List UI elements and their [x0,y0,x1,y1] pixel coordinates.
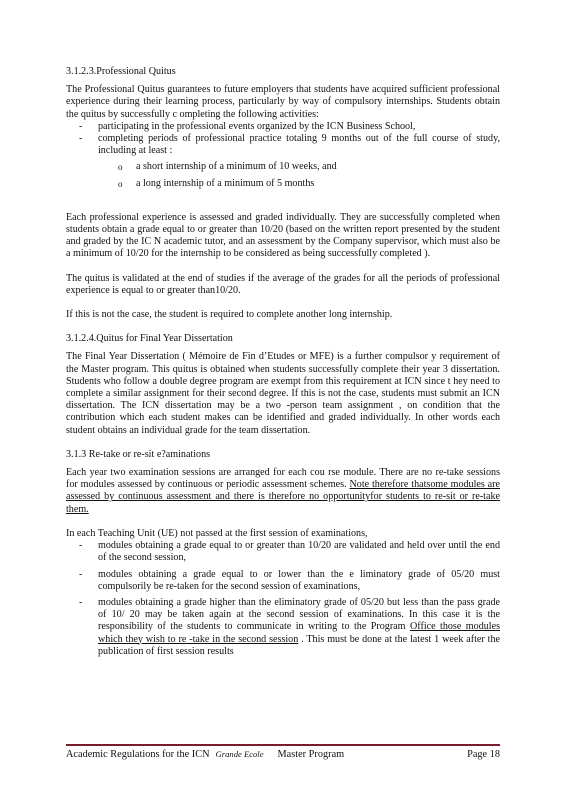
paragraph-teaching-unit: In each Teaching Unit (UE) not passed at the first session of examinations, [66,527,368,539]
list-item: - completing periods of professional practice totaling 9 months out of the full course of study, including at least : [79,133,500,157]
dash-marker: - [79,596,83,608]
page-number: Page 18 [467,749,500,760]
list-item: o a short internship of a minimum of 10 weeks, and [118,161,337,173]
paragraph-exam-sessions: Each year two examination sessions are arranged for each cou rse module. There are no re-take sessions for modules assessed by continuous or periodic assessment schemes. Note therefore thatsome modules are assessed by continuous assessment and there is therefore no opportunityfor students to re-sit or re-take them. [66,467,500,515]
underlined-note: Note therefore thatsome modules are assessed by continuous assessment and there is therefore no opportunityfor students to re-sit or re-take them. [66,479,500,515]
underlined-instruction: Office those modules which they wish to re -take in the second session [98,621,501,645]
circle-bullet-icon: o [118,178,123,189]
paragraph-long-internship: If this is not the case, the student is required to complete another long internship. [66,309,393,321]
activity-list [66,121,500,158]
list-item: - participating in the professional events organized by the ICN Business School, [79,120,416,132]
paragraph-professional-quitus-intro: The Professional Quitus guarantees to future employers that students have acquired sufficient professional experience during their learning process, particularly by way of compulsory internships. Students obtain the quitus by successfully c ompleting the following activities: [66,84,500,120]
list-item: - modules obtaining a grade higher than the eliminatory grade of 05/20 but less than the pass grade of 10/ 20 may be taken again at the second session of examinations. In this case it is the responsibility of the students to communicate in writing to the Program Office those modules which they wish to re -take in the second session . This must be done at the latest 1 week after the publication of first session results [79,596,501,657]
dash-marker: - [79,133,83,145]
paragraph-quitus-validation: The quitus is validated at the end of studies if the average of the grades for all the periods of professional experience is equal to or greater than10/20. [66,272,500,296]
paragraph-assessment: Each professional experience is assessed and graded individually. They are successfully completed when students obtain a grade equal to or greater than 10/20 (based on the written report presented by the student and graded by the IC N academic tutor, and an assessment by the Company supervisor, which must also be a minimum of 10/20 for the internship to be considered as being successfully completed ). [66,211,500,260]
section-heading-professional-quitus: 3.1.2.3.Professional Quitus [66,66,176,77]
footer-program: Master Program [277,749,345,760]
section-heading-retake: 3.1.3 Re-take or re-sit e?aminations [66,448,211,460]
footer-grande-ecole: Grande Ecole [215,749,264,759]
dash-marker: - [79,120,83,132]
internship-list [66,161,500,189]
list-item: - modules obtaining a grade equal to or greater than 10/20 are validated and held over until the end of the second session, [79,540,500,564]
dash-marker: - [79,540,83,552]
page-footer [66,744,500,760]
circle-bullet-icon: o [118,162,123,173]
dash-marker: - [79,568,83,580]
list-item: - modules obtaining a grade equal to or lower than the e liminatory grade of 05/20 must compulsorily be re-taken for the second session of examinations, [79,568,500,592]
list-item: o a long internship of a minimum of 5 months [118,177,315,189]
retake-rules-list [66,540,500,658]
document-page [66,66,500,658]
footer-title: Academic Regulations for the ICN Grande Ecole [66,749,264,760]
section-heading-dissertation-quitus: 3.1.2.4.Quitus for Final Year Dissertation [66,333,233,345]
paragraph-dissertation: The Final Year Dissertation ( Mémoire de Fin d’Etudes or MFE) is a further compulsor y requirement of the Master program. This quitus is obtained when students successfully complete their year 3 dissertation. Students who follow a double degree program are exempt from this requirement at ICN since t hey need to complete a similar assignment for their second degree. If this is not the case, students must submit an ICN dissertation. The ICN dissertation may be a two -person team assignment , on condition that the contribution which each student makes can be identified and graded individually. In other words each student obtains an individual grade for the team dissertation. [66,351,500,436]
